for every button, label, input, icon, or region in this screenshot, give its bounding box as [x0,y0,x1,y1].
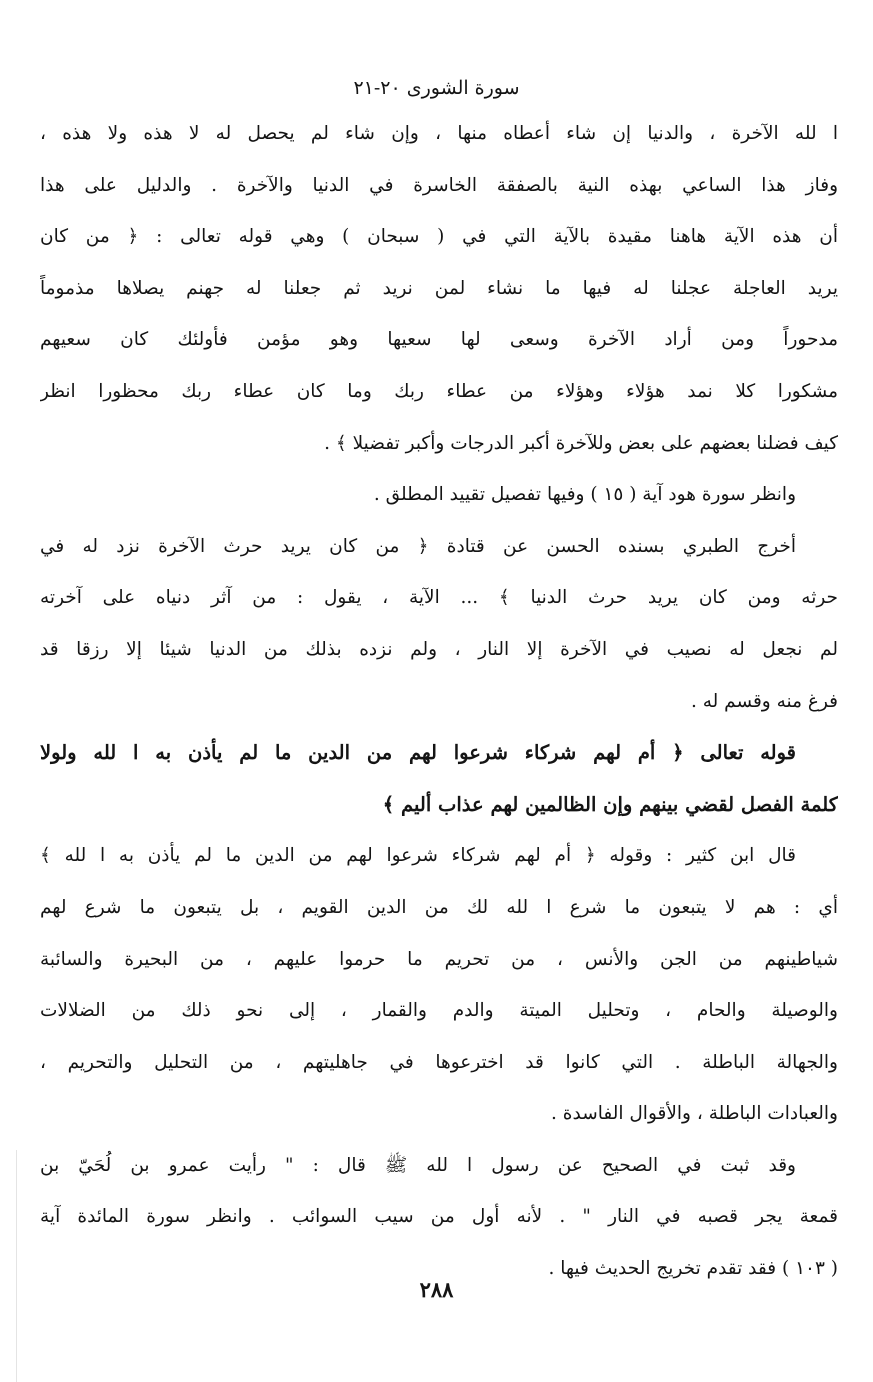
text-line: فرغ منه وقسم له . [690,690,838,712]
text-line: أخرج الطبري بسنده الحسن عن قتادة ﴿ من كان يريد حرث الآخرة نزد له في [40,535,796,557]
text-line: يريد العاجلة عجلنا له فيها ما نشاء لمن نريد ثم جعلنا له جهنم يصلاها مذموماً [40,277,838,299]
text-line: أي : هم لا يتبعون ما شرع ا لله لك من الدين القويم ، بل يتبعون ما شرع لهم [40,896,838,918]
text-line: مدحوراً ومن أراد الآخرة وسعى لها سعيها وهو مؤمن فأولئك كان سعيهم [40,329,838,351]
page-number: ٢٨٨ [419,1277,454,1302]
text-line: والعبادات الباطلة ، والأقوال الفاسدة . [551,1103,838,1125]
text-line: مشكورا كلا نمد هؤلاء وهؤلاء من عطاء ربك وما كان عطاء ربك محظورا انظر [40,380,838,402]
text-line: قمعة يجر قصبه في النار " . لأنه أول من سيب السوائب . وانظر سورة المائدة آية [40,1206,838,1228]
page-body [40,108,838,1295]
text-line: ( ١٠٣ ) فقد تقدم تخريج الحديث فيها . [548,1258,838,1280]
text-line: والجهالة الباطلة . التي كانوا قد اخترعوها في جاهليتهم ، من التحليل والتحريم ، [40,1051,838,1073]
text-line: كيف فضلنا بعضهم على بعض وللآخرة أكبر الدرجات وأكبر تفضيلا ﴾ . [324,432,838,454]
text-line: والوصيلة والحام ، وتحليل الميتة والدم والقمار ، إلى نحو ذلك من الضلالات [40,1000,838,1022]
verse-heading-line: قوله تعالى ﴿ أم لهم شركاء شرعوا لهم من الدين ما لم يأذن به ا لله ولولا [40,741,796,765]
text-line: لم نجعل له نصيب في الآخرة إلا النار ، ولم نزده بذلك من الدنيا شيئا إلا رزقا قد [40,638,838,660]
text-line: وقد ثبت في الصحيح عن رسول ا لله ﷺ قال : " رأيت عمرو بن لُحَيّ بن [40,1154,796,1176]
verse-heading-line: كلمة الفصل لقضي بينهم وإن الظالمين لهم عذاب أليم ﴾ [382,792,838,816]
text-line: وانظر سورة هود آية ( ١٥ ) وفيها تفصيل تقييد المطلق . [373,484,796,506]
text-line: وفاز هذا الساعي بهذه النية بالصفقة الخاسرة في الدنيا والآخرة . والدليل على هذا [40,174,838,196]
running-header: سورة الشورى ٢٠-٢١ [353,77,520,99]
text-line: ا لله الآخرة ، والدنيا إن شاء أعطاه منها ، وإن شاء لم يحصل له لا هذه ولا هذه ، [40,123,838,144]
text-line: حرثه ومن كان يريد حرث الدنيا ﴾ ... الآية ، يقول : من آثر دنياه على آخرته [40,587,838,609]
text-line: شياطينهم من الجن والأنس ، من تحريم ما حرموا عليهم ، من البحيرة والسائبة [40,948,838,970]
scan-edge-line [16,1150,17,1382]
text-line: أن هذه الآية هاهنا مقيدة بالآية التي في ( سبحان ) وهي قوله تعالى : ﴿ من كان [40,226,838,248]
text-line: قال ابن كثير : وقوله ﴿ أم لهم شركاء شرعوا لهم من الدين ما لم يأذن به ا لله ﴾ [40,845,796,867]
